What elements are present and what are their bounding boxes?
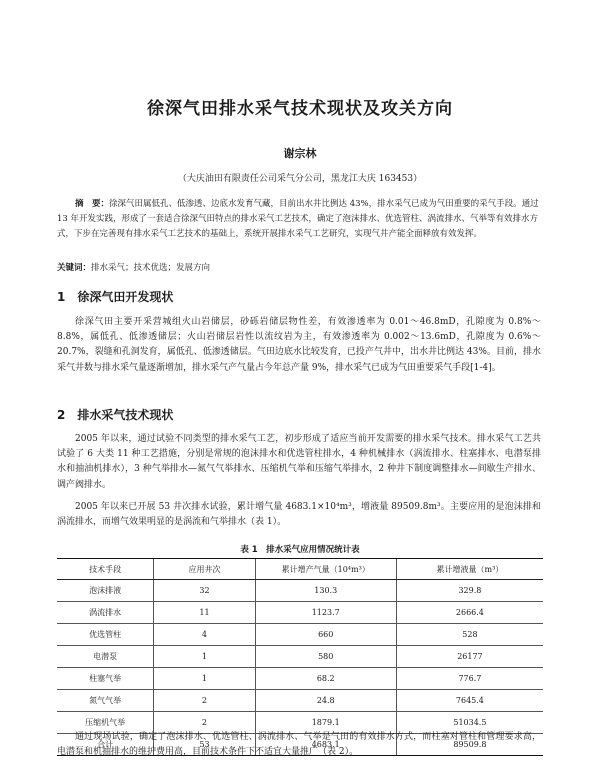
section-2-paragraph-2: 2005 年以来已开展 53 井次排水试验，累计增气量 4683.1×10⁴m³，增液量 89509.8m³。主要应用的是泡沫排和涡流排水，而增气效果明显的是涡流和气举排水（表 1）。	[57, 502, 541, 528]
table-row	[57, 602, 543, 624]
table-cell: 2	[154, 712, 255, 734]
keywords-label: 关键词：	[57, 263, 92, 273]
table-row	[57, 624, 543, 646]
table-cell: 130.3	[255, 580, 396, 602]
table-cell: 51034.5	[396, 712, 543, 734]
section-2-heading: 2 排水采气技术现状	[57, 408, 174, 422]
section-1-paragraph: 徐深气田主要开采营城组火山岩储层，砂砾岩储层物性差，有效渗透率为 0.01～46.8mD，孔隙度为 0.8%～8.8%，属低孔、低渗透储层；火山岩储层岩性以流纹岩为主，有效渗透率为 0.002～13.6mD，孔隙度为 0.6%～20.7%，裂缝和孔洞发育，属低孔、低渗透储层。气田边底水比较发育，已投产气井中，出水井比例达 43%。目前，排水采气井数与排水采气量逐渐增加，排水采气产气量占今年总产量 9%，排水采气已成为气田重要采气手段[1-4]。	[57, 317, 541, 373]
table-cell: 89509.8	[396, 734, 543, 756]
table-header-cell: 累计增液量（m³）	[396, 559, 543, 580]
closing-paragraph: 通过现场试验，确定了泡沫排水、优选管柱、涡流排水、气举是气田的有效排水方式，而柱塞对管柱和管理要求高，电潜泵和机抽排水的维护费用高，目前技术条件下不适宜大量推广（表 2）。	[57, 732, 541, 758]
table-cell: 1	[154, 646, 255, 668]
section-1-heading: 1 徐深气田开发现状	[57, 290, 174, 304]
table-cell: 53	[154, 734, 255, 756]
table-cell: 32	[154, 580, 255, 602]
table-cell: 氮气气举	[57, 690, 154, 712]
abstract-text: 徐深气田属低孔、低渗透、边底水发育气藏，目前出水井比例达 43%，排水采气已成为气田重要的采气手段。通过 13 年开发实践，形成了一套适合徐深气田特点的排水采气工艺技术，确定了泡沫排水、优选管柱、涡流排水、气举等有效排水方式，下步在完善现有排水采气工艺技术的基础上，系统开展排水采气工艺研究，实现气井产能全面释放有效发挥。	[57, 199, 539, 239]
table-cell: 24.8	[255, 690, 396, 712]
table-row	[57, 580, 543, 602]
table-cell: 11	[154, 602, 255, 624]
keywords	[57, 261, 541, 273]
table-cell: 68.2	[255, 668, 396, 690]
keywords-text: 排水采气；技术优选；发展方向	[91, 263, 211, 273]
author-name: 谢宗林	[283, 147, 317, 160]
table-cell: 合计	[57, 734, 154, 756]
table-cell: 528	[396, 624, 543, 646]
table-cell: 329.8	[396, 580, 543, 602]
table-cell: 26177	[396, 646, 543, 668]
table-cell: 柱塞气举	[57, 668, 154, 690]
table-cell: 7645.4	[396, 690, 543, 712]
table-cell: 电潜泵	[57, 646, 154, 668]
abstract-label: 摘 要：	[75, 199, 110, 209]
table-row	[57, 690, 543, 712]
table-cell: 优选管柱	[57, 624, 154, 646]
table-cell: 4	[154, 624, 255, 646]
table-cell: 2666.4	[396, 602, 543, 624]
abstract	[57, 197, 541, 242]
table-cell: 2	[154, 690, 255, 712]
table-row	[57, 668, 543, 690]
table-cell: 1	[154, 668, 255, 690]
table-cell: 660	[255, 624, 396, 646]
table-cell: 泡沫排液	[57, 580, 154, 602]
table-cell: 580	[255, 646, 396, 668]
table-cell: 1879.1	[255, 712, 396, 734]
table-header-cell: 累计增产气量（10⁴m³）	[255, 559, 396, 580]
table-1-caption: 表 1 排水采气应用情况统计表	[240, 545, 360, 555]
table-cell: 776.7	[396, 668, 543, 690]
table-cell: 4683.1	[255, 734, 396, 756]
author-affiliation: （大庆油田有限责任公司采气分公司，黑龙江大庆 163453）	[177, 174, 423, 184]
table-header-cell: 技术手段	[57, 559, 154, 580]
paper-title: 徐深气田排水采气技术现状及攻关方向	[147, 99, 453, 119]
table-row	[57, 646, 543, 668]
table-1	[57, 558, 543, 756]
table-header-cell: 应用井次	[154, 559, 255, 580]
table-cell: 涡流排水	[57, 602, 154, 624]
table-cell: 1123.7	[255, 602, 396, 624]
section-2-paragraph-1: 2005 年以来，通过试验不同类型的排水采气工艺，初步形成了适应当前开发需要的排水采气技术。排水采气工艺共试验了 6 大类 11 种工艺措施，分别是常规的泡沫排水和优选管柱排水，4 种机械排水（涡流排水、柱塞排水、电潜泵排水和抽油机排水），3 种气举排水—氮气气举排水、压缩机气举和压缩气举排水，2 种井下制度调整排水—间歇生产排水、调产阀排水。	[57, 434, 541, 490]
table-cell: 压缩机气举	[57, 712, 154, 734]
table-header-row	[57, 559, 543, 580]
